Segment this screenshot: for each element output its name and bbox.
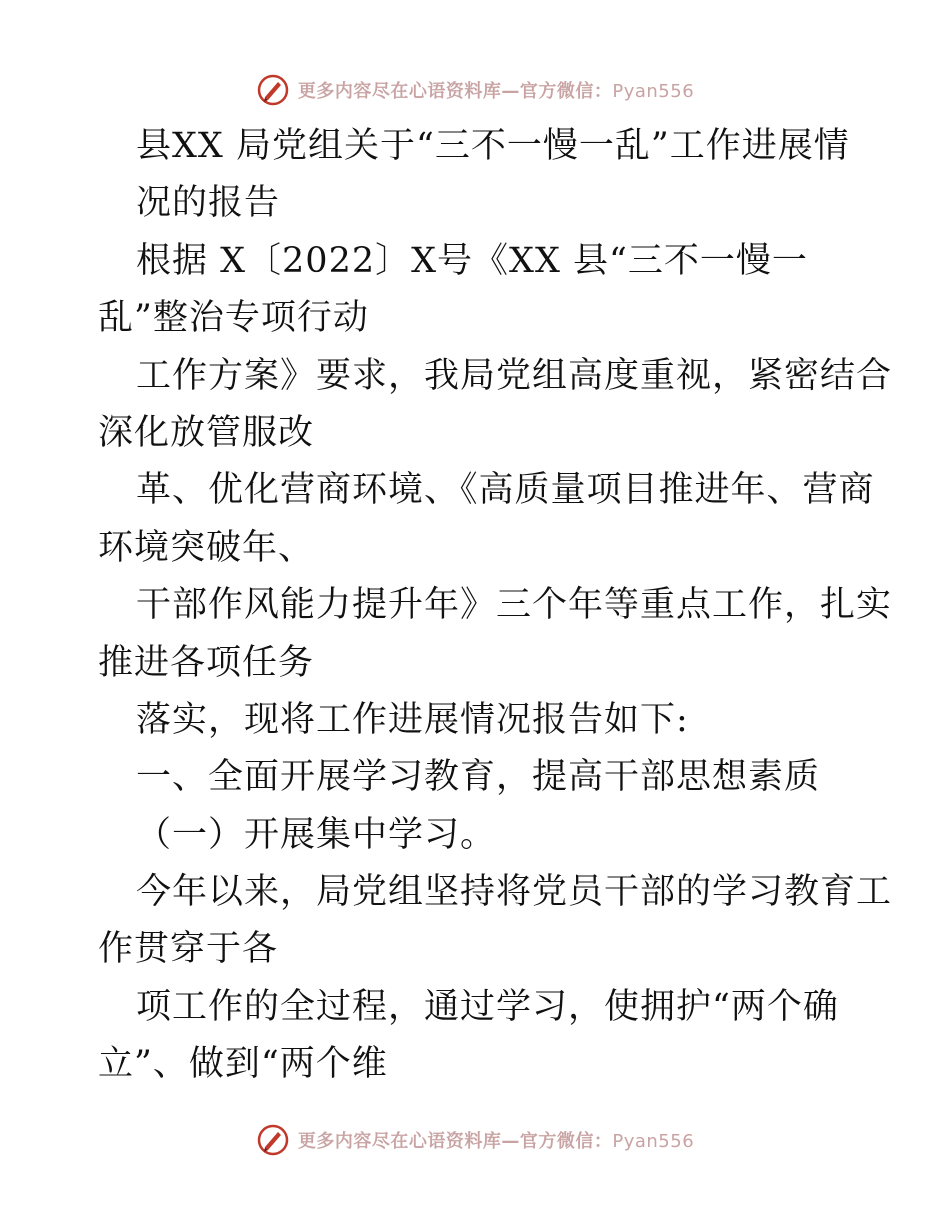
footer-watermark	[0, 1120, 950, 1160]
text-line: 况的报告	[136, 183, 281, 224]
text-line: 工作方案》要求，我局党组高度重视，紧密结合	[136, 355, 893, 396]
header-watermark	[0, 70, 950, 110]
text-line: 推进各项任务	[98, 642, 315, 683]
text-line: 乱”整治专项行动	[98, 298, 369, 339]
text-line: 立”、做到“两个维	[98, 1044, 388, 1085]
text-line: 革、优化营商环境、《高质量项目推进年、营商	[136, 470, 875, 511]
document-body	[98, 118, 893, 1094]
text-line: 落实，现将工作进展情况报告如下:	[136, 699, 689, 740]
text-line: 一、全面开展学习教育，提高干部思想素质	[136, 757, 821, 798]
text-line: 县XX 局党组关于“三不一慢一乱”工作进展情	[136, 126, 850, 166]
watermark-text: 更多内容尽在心语资料库—官方微信：Pyan556	[297, 1131, 695, 1152]
quill-seal-icon	[256, 73, 290, 107]
text-line: 干部作风能力提升年》三个年等重点工作，扎实	[136, 585, 893, 626]
text-line: 今年以来，局党组坚持将党员干部的学习教育工	[136, 872, 893, 913]
text-line: 项工作的全过程，通过学习，使拥护“两个确	[136, 986, 839, 1027]
text-line: （一）开展集中学习。	[136, 814, 497, 855]
text-line: 深化放管服改	[98, 412, 315, 453]
watermark-text: 更多内容尽在心语资料库—官方微信：Pyan556	[297, 81, 695, 102]
quill-seal-icon	[256, 1123, 290, 1157]
text-line: 作贯穿于各	[98, 929, 279, 970]
text-line: 根据 X〔2022〕X号《XX 县“三不一慢一	[136, 240, 808, 281]
text-line: 环境突破年、	[98, 527, 315, 568]
